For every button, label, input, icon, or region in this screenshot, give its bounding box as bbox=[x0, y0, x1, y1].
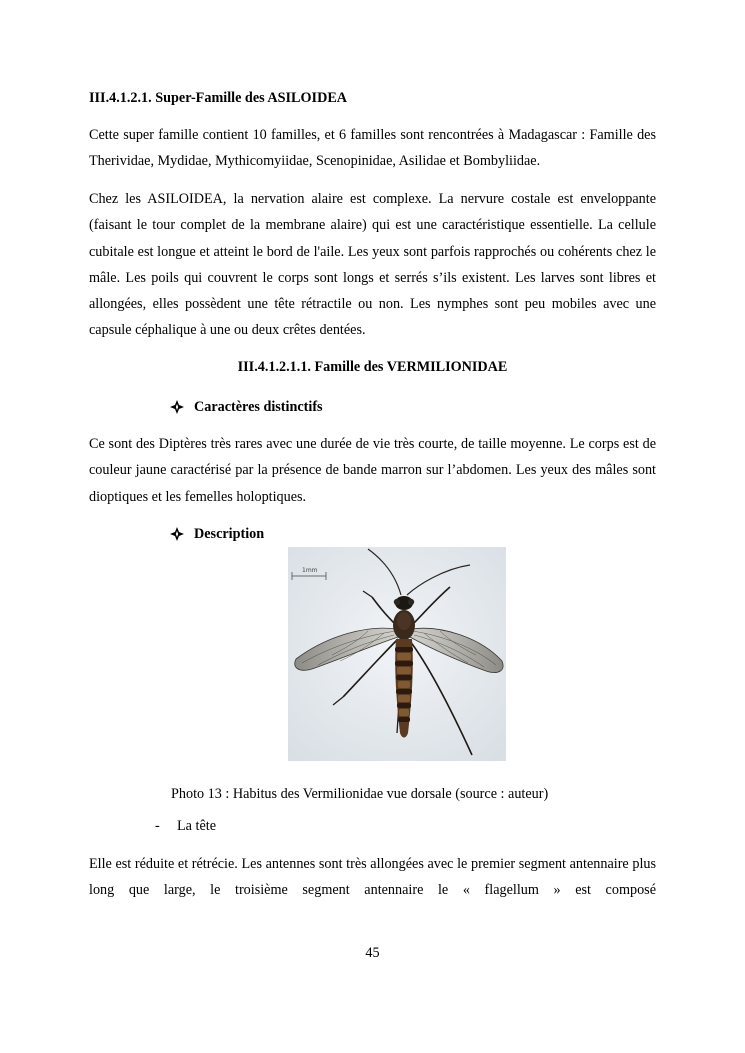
bullet-description bbox=[170, 524, 264, 544]
diamond-bullet-icon bbox=[170, 400, 184, 414]
insect-photo bbox=[288, 547, 506, 761]
scale-bar-label: 1mm bbox=[302, 567, 318, 574]
paragraph-characteristics: Chez les ASILOIDEA, la nervation alaire est complexe. La nervure costale est enveloppante (faisant le tour complet de la membrane alaire) qui est une caractéristique essentielle. La cellule cubitale est longue et atteint le bord de l'aile. Les yeux sont parfois rapprochés ou cohérents chez le mâle. Les poils qui couvrent le corps sont longs et serrés s’ils existent. Les larves sont libres et allongées, elles possèdent une tête rétractile ou non. Les nymphes sont peu mobiles avec une capsule céphalique à une ou deux crêtes dentées. bbox=[89, 191, 656, 339]
list-item-head bbox=[155, 816, 216, 836]
photo-caption: Photo 13 : Habitus des Vermilionidae vue dorsale (source : auteur) bbox=[171, 786, 549, 802]
bullet-label: Caractères distinctifs bbox=[194, 399, 323, 415]
diamond-bullet-icon bbox=[170, 527, 184, 541]
page-number: 45 bbox=[365, 945, 380, 961]
list-dash: - bbox=[155, 818, 160, 834]
section-heading: III.4.1.2.1. Super-Famille des ASILOIDEA bbox=[89, 90, 348, 106]
bullet-label: Description bbox=[194, 526, 265, 542]
paragraph-description-short: Ce sont des Diptères très rares avec une durée de vie très courte, de taille moyenne. Le corps est de couleur jaune caractérisé par la présence de bande marron sur l’abdomen. Les yeux des mâles sont dioptiques et les femelles holoptiques. bbox=[89, 436, 656, 505]
vermilionidae-habitus-illustration bbox=[288, 547, 506, 761]
list-item-label: La tête bbox=[177, 818, 216, 834]
paragraph-families: Cette super famille contient 10 familles, et 6 familles sont rencontrées à Madagascar : Famille des Therividae, Mydidae, Mythicomyiidae, Scenopinidae, Asilidae et Bombyliidae. bbox=[89, 127, 656, 170]
paragraph-head-description: Elle est réduite et rétrécie. Les antennes sont très allongées avec le premier segment antennaire plus long que large, le troisième segment antennaire le « flagellum » est composé bbox=[89, 856, 656, 899]
subsection-heading: III.4.1.2.1.1. Famille des VERMILIONIDAE bbox=[237, 359, 508, 375]
bullet-distinctive-characters bbox=[170, 397, 323, 417]
